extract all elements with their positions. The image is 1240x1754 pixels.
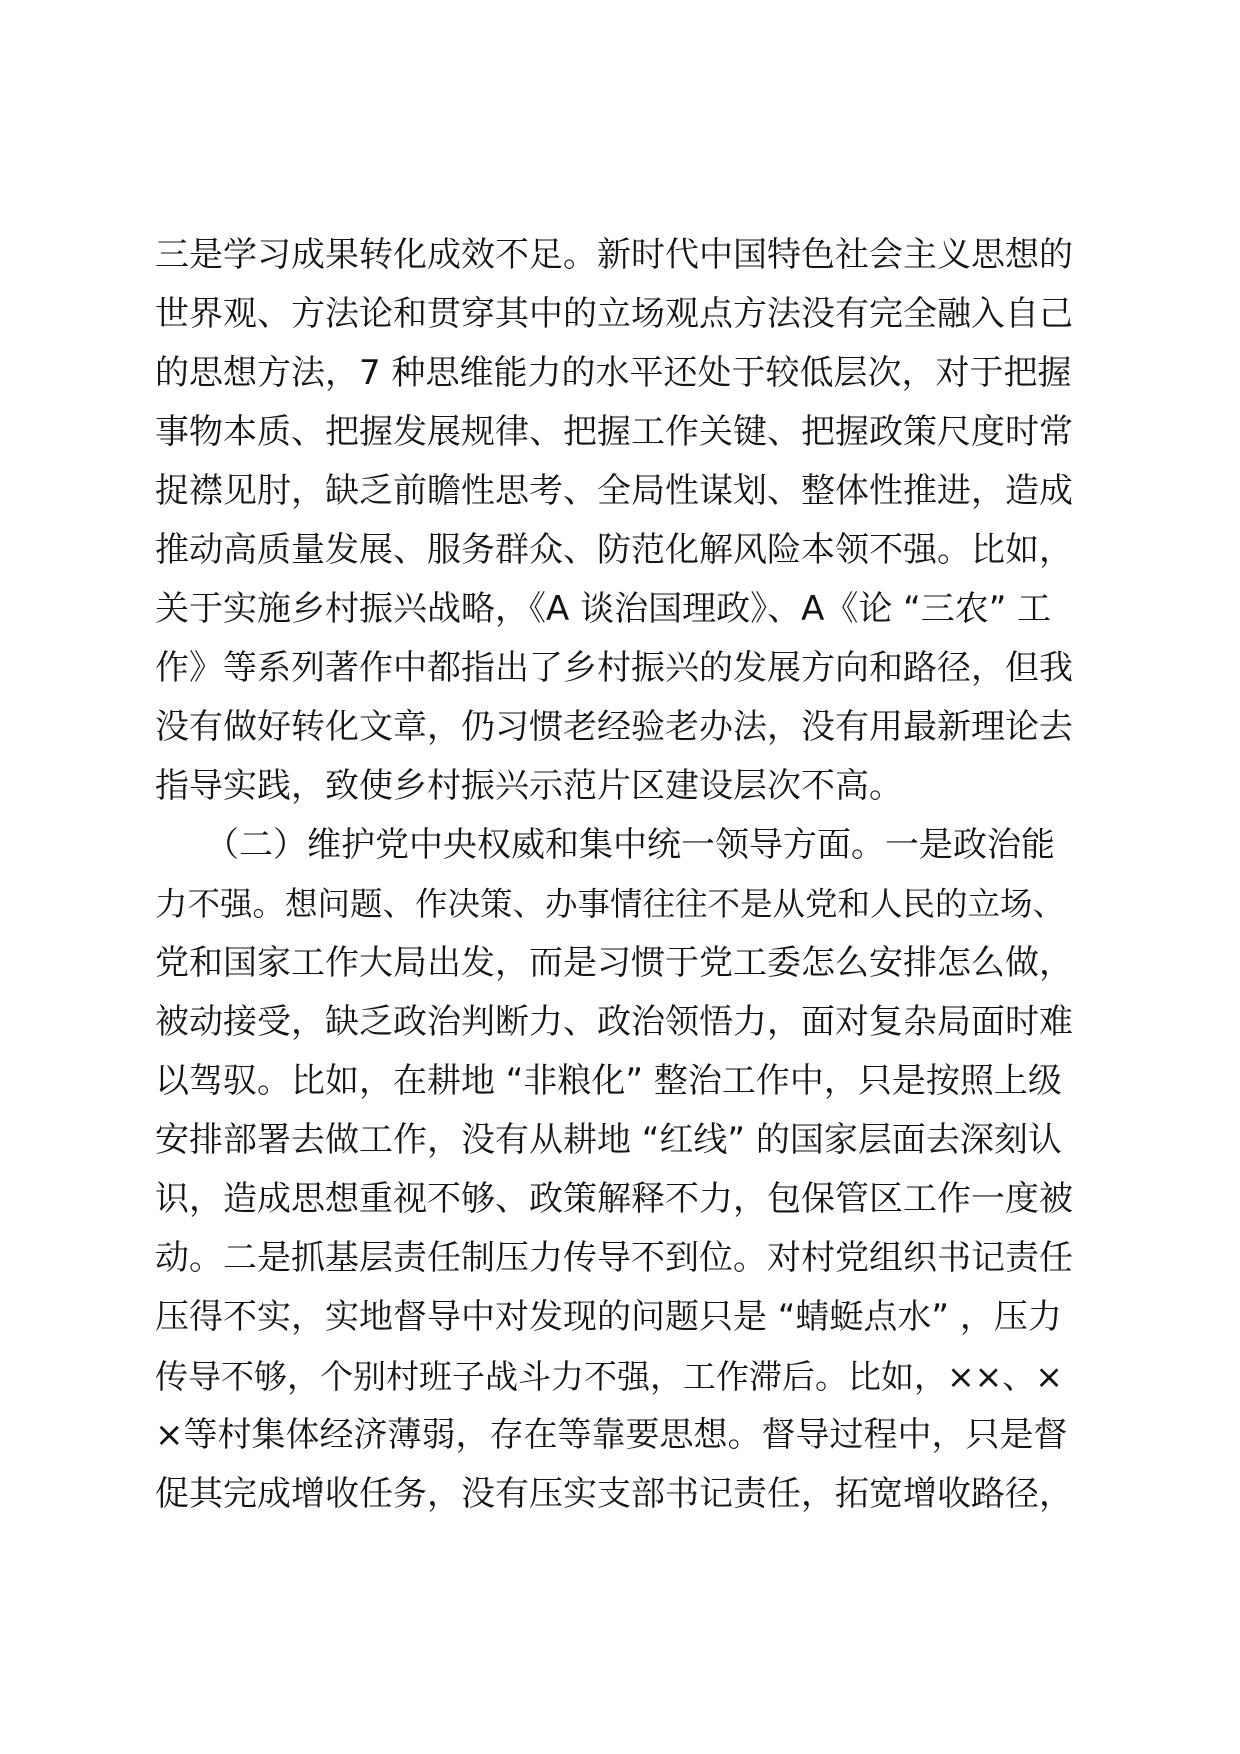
text-line: 传导不够，个别村班子战斗力不强，工作滞后。比如，××、× <box>155 1357 1063 1396</box>
text-line: 捉襟见肘，缺乏前瞻性思考、全局性谋划、整体性推进，造成 <box>155 471 1073 511</box>
text-line: 世界观、方法论和贯穿其中的立场观点方法没有完全融入自己 <box>155 294 1073 334</box>
paragraph-start-line: （二）维护党中央权威和集中统一领导方面。一是政治能 <box>205 825 1055 865</box>
text-line: 以驾驭。比如，在耕地 “非粮化” 整治工作中，只是按照上级 <box>155 1061 1062 1101</box>
text-line: 促其完成增收任务，没有压实支部书记责任，拓宽增收路径， <box>155 1474 1073 1514</box>
text-line: 识，造成思想重视不够、政策解释不力，包保管区工作一度被 <box>155 1179 1073 1219</box>
body-text <box>155 226 1075 1524</box>
text-line: 力不强。想问题、作决策、办事情往往不是从党和人民的立场、 <box>155 885 1066 923</box>
text-line: 事物本质、把握发展规律、把握工作关键、把握政策尺度时常 <box>155 412 1073 452</box>
text-line: 三是学习成果转化成效不足。新时代中国特色社会主义思想的 <box>155 235 1073 275</box>
text-line: 动。二是抓基层责任制压力传导不到位。对村党组织书记责任 <box>155 1238 1073 1278</box>
text-line: 压得不实，实地督导中对发现的问题只是 “蜻蜓点水” ，压力 <box>155 1297 1062 1337</box>
text-line: ×等村集体经济薄弱，存在等靠要思想。督导过程中，只是督 <box>155 1415 1068 1455</box>
text-line: 作》等系列著作中都指出了乡村振兴的发展方向和路径，但我 <box>155 648 1073 688</box>
text-line: 指导实践，致使乡村振兴示范片区建设层次不高。 <box>155 766 903 806</box>
text-line: 安排部署去做工作，没有从耕地 “红线” 的国家层面去深刻认 <box>155 1120 1062 1160</box>
text-line: 关于实施乡村振兴战略，《A 谈治国理政》、A《论 “三农” 工 <box>155 589 1052 629</box>
text-line: 被动接受，缺乏政治判断力、政治领悟力，面对复杂局面时难 <box>155 1002 1073 1042</box>
text-line: 党和国家工作大局出发，而是习惯于党工委怎么安排怎么做， <box>155 943 1073 983</box>
text-line: 没有做好转化文章，仍习惯老经验老办法，没有用最新理论去 <box>155 707 1073 747</box>
text-line: 的思想方法，7 种思维能力的水平还处于较低层次，对于把握 <box>155 353 1072 393</box>
text-line: 推动高质量发展、服务群众、防范化解风险本领不强。比如， <box>155 530 1073 570</box>
